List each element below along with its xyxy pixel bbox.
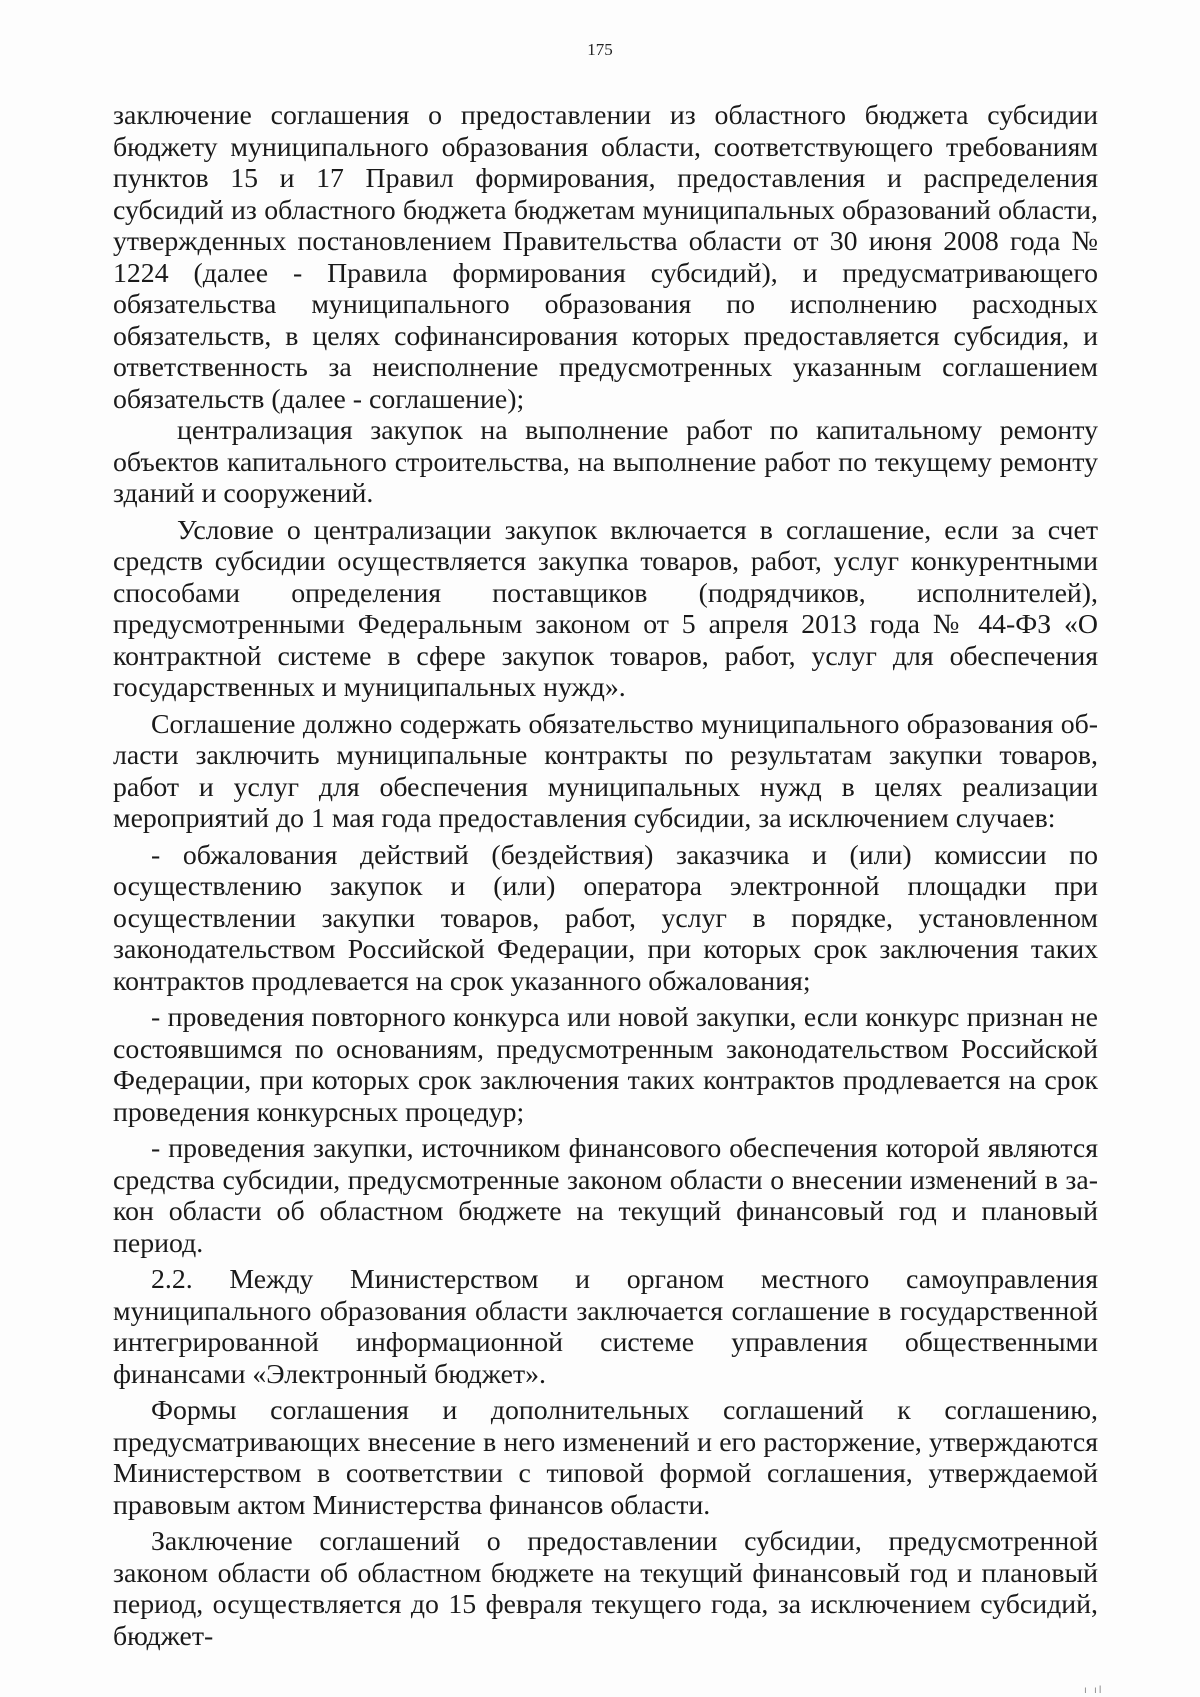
paragraph-agreement-forms: Формы соглашения и дополнительных соглашений к соглашению, предусматривающих внесение в него изменений и его расторжение, утверждаются Министерством в соответствии с типовой формой соглашения, утверждаемой правовым актом Министерства финансов области. (113, 1395, 1098, 1521)
section-2-2: 2.2. Между Министерством и органом местного самоуправления муниципального образования области заключается соглашение в государственной интегрированной информационной системе управления общественными финансами «Электронный бюджет». (113, 1264, 1098, 1390)
paragraph-agreement-conclusion: заключение соглашения о предоставлении из областного бюджета субсидии бюджету муниципального образования области, соответствующего требованиям пунктов 15 и 17 Правил формирования, предоставления и распределения субсидий из областного бюджета бюджетам муниципальных образований области, утвержденных постановлением Правительства области от 30 июня 2008 года № 1224 (далее - Правила формирования субсидий), и предусматривающего обязательства муниципального образования по исполнению расходных обязательств, в целях софинансирования которых предоставляется субсидия, и ответственность за неисполнение предусмотренных указанным соглашением обязательств (далее - соглашение); (113, 100, 1098, 415)
list-item-repeat-tender: - проведения повторного конкурса или новой закупки, если конкурс признан не состоявшимся по основаниям, предусмотренным законодательством Российской Федерации, при которых срок заключения таких контрактов продлевается на срок проведения конкурсных процедур; (113, 1002, 1098, 1128)
paragraph-centralization: централизация закупок на выполнение работ по капитальному ремонту объектов капитального строительства, на выполнение работ по текущему ремонту зданий и сооружений. (113, 415, 1098, 509)
list-item-procurement-law-change: - проведения закупки, источником финансового обеспечения которой являются средства субсидии, предусмотренные законом области о внесении изменений в закон области об областном бюджете на текущий финансовый год и плановый период. (113, 1133, 1098, 1259)
paragraph-contracts-obligation: Соглашение должно содержать обязательство муниципального образования области заключить муниципальные контракты по результатам закупки товаров, работ и услуг для обеспечения муниципальных нужд в целях реализации мероприятий до 1 мая года предоставления субсидии, за исключением случаев: (113, 708, 1098, 834)
paragraph-agreement-deadline: Заключение соглашений о предоставлении субсидии, предусмотренной законом области об областном бюджете на текущий финансовый год и плановый период, осуществляется до 15 февраля текущего года, за исключением субсидий, бюджет- (113, 1526, 1098, 1652)
scan-artifact: ı ıl (1084, 1685, 1104, 1696)
document-body (113, 100, 1098, 1652)
list-item-appeal: - обжалования действий (бездействия) заказчика и (или) комиссии по осуществлению закупок и (или) оператора электронной площадки при осуществлении закупки товаров, работ, услуг в порядке, установленном законодательством Российской Федерации, при которых срок заключения таких контрактов продлевается на срок указанного обжалования; (113, 839, 1098, 997)
paragraph-centralization-condition: Условие о централизации закупок включается в соглашение, если за счет средств субсидии осуществляется закупка товаров, работ, услуг конкурентными способами определения поставщиков (подрядчиков, исполнителей), предусмотренными Федеральным законом от 5 апреля 2013 года № 44-ФЗ «О контрактной системе в сфере закупок товаров, работ, услуг для обеспечения государственных и муниципальных нужд». (113, 514, 1098, 703)
page-number: 175 (587, 40, 613, 59)
